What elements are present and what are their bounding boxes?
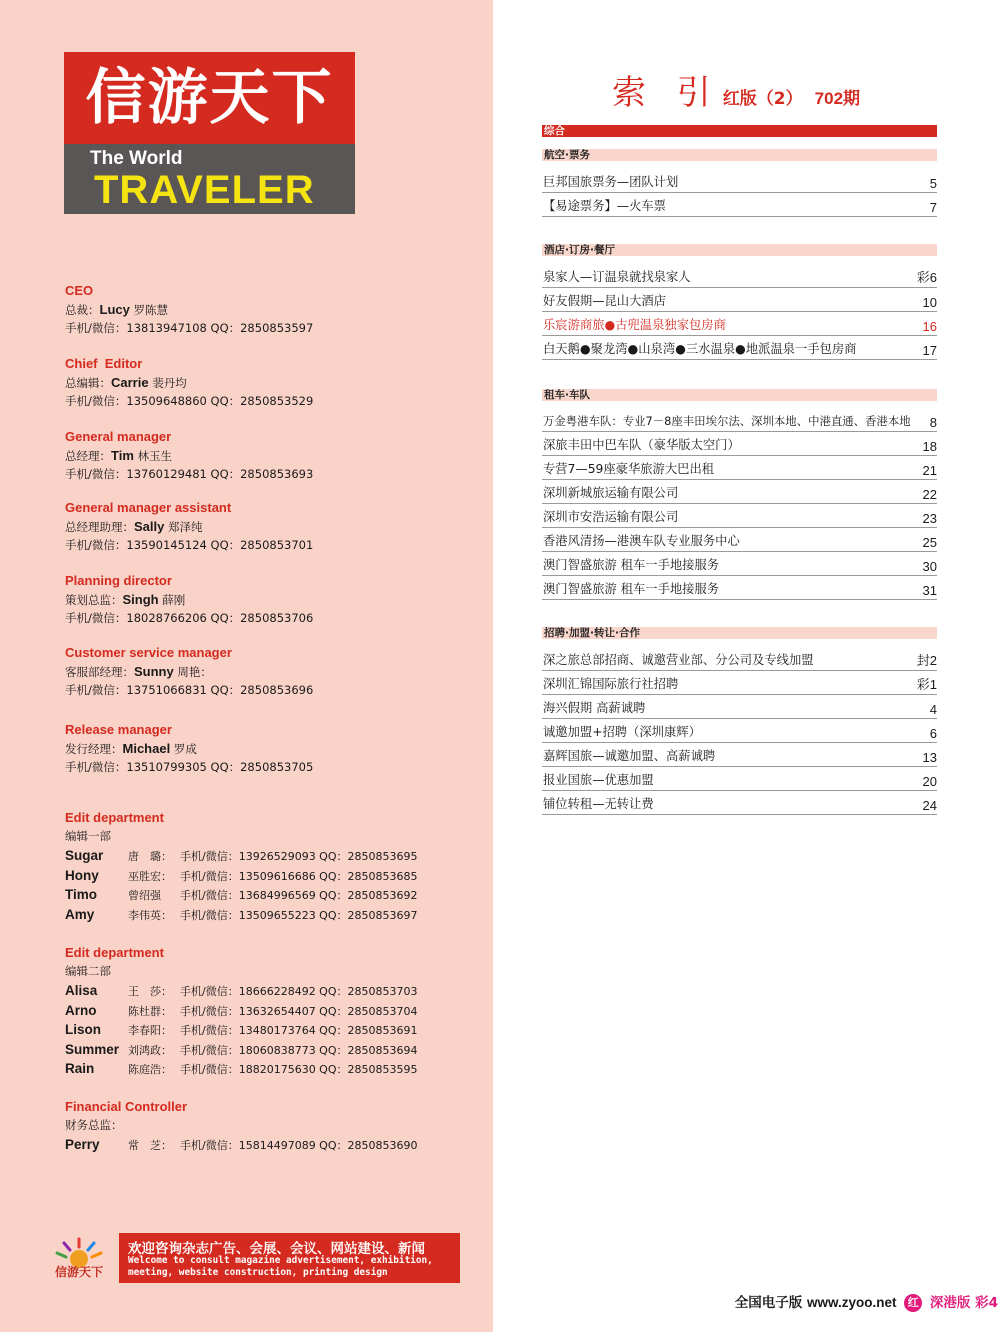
staff-name-line: 总裁：Lucy 罗陈慧 xyxy=(65,302,168,317)
member-row: Alisa 王 莎： 手机/微信：18666228492 QQ：2850853703 xyxy=(65,983,418,998)
issue-number: 702期 xyxy=(814,89,861,108)
staff-general-manager xyxy=(65,427,313,484)
index-title xyxy=(612,65,860,114)
logo-english-big: TRAVELER xyxy=(94,168,315,212)
role-title: CEO xyxy=(65,283,94,298)
staff-contact: 手机/微信：13509648860 QQ：2850853529 xyxy=(65,394,314,408)
footer-edition: 深港版 xyxy=(929,1295,971,1311)
index-row[interactable]: 报业国旅—优惠加盟 20 xyxy=(542,767,937,791)
index-row[interactable]: 嘉辉国旅—诚邀加盟、高薪诚聘 13 xyxy=(542,743,937,767)
department-sub: 财务总监： xyxy=(65,1118,123,1132)
member-row: Hony 巫胜宏： 手机/微信：13509616686 QQ：2850853685 xyxy=(65,867,418,883)
index-row[interactable]: 【易途票务】—火车票 7 xyxy=(542,193,937,217)
staff-contact: 手机/微信：13510799305 QQ：2850853705 xyxy=(65,760,314,774)
index-row-highlighted[interactable]: 乐宸游商旅●古兜温泉独家包房商 16 xyxy=(542,312,937,336)
hotel-list xyxy=(542,264,937,360)
index-row[interactable]: 澳门智盛旅游 租车一手地接服务 30 xyxy=(542,552,937,576)
role-title: General manager assistant xyxy=(65,500,232,515)
footer-label: 全国电子版 xyxy=(734,1295,803,1311)
member-row: Rain 陈庭浩： 手机/微信：18820175630 QQ：2850853595 xyxy=(65,1061,418,1076)
role-title: Chief Editor xyxy=(65,356,143,371)
staff-contact: 手机/微信：13590145124 QQ：2850853701 xyxy=(65,538,314,552)
member-row: Arno 陈杜群： 手机/微信：13632654407 QQ：2850853704 xyxy=(65,1002,418,1018)
edit-department-2 xyxy=(65,943,418,1079)
footer-page-number: 彩4 xyxy=(975,1295,998,1311)
category-air-tickets: 航空·票务 xyxy=(542,149,937,161)
staff-release-manager xyxy=(65,720,313,777)
banner-logo-text: 信游天下 xyxy=(54,1265,103,1279)
index-row[interactable]: 深之旅总部招商、诚邀营业部、分公司及专线加盟 封2 xyxy=(542,647,937,671)
logo-english-small: The World xyxy=(90,148,183,169)
index-row[interactable]: 专营7—59座豪华旅游大巴出租 21 xyxy=(542,456,937,480)
car-rental-list xyxy=(542,408,937,600)
category-general: 综合 xyxy=(542,125,937,137)
role-title: General manager xyxy=(65,429,172,444)
department-title: Edit department xyxy=(65,810,164,825)
staff-chief-editor xyxy=(65,354,313,411)
member-row: Timo 曾绍强 手机/微信：13684996569 QQ：2850853692 xyxy=(65,887,418,902)
staff-contact: 手机/微信：18028766206 QQ：2850853706 xyxy=(65,611,314,625)
staff-contact: 手机/微信：13760129481 QQ：2850853693 xyxy=(65,467,314,481)
staff-name-line: 总经理助理：Sally 郑泽纯 xyxy=(65,519,203,534)
page-footer xyxy=(735,1291,998,1312)
sun-logo-icon xyxy=(40,1233,118,1283)
role-title: Customer service manager xyxy=(65,645,232,660)
recruitment-list xyxy=(542,647,937,815)
index-row[interactable]: 深旅丰田中巴车队（豪华版太空门） 18 xyxy=(542,432,937,456)
edit-department-1 xyxy=(65,808,418,924)
magazine-logo xyxy=(64,52,355,214)
footer-url[interactable]: www.zyoo.net xyxy=(806,1295,897,1310)
index-row[interactable]: 深圳汇锦国际旅行社招聘 彩1 xyxy=(542,671,937,695)
banner-english: Welcome to consult magazine advertisement, exhibition, meeting, website construction, printing design xyxy=(128,1255,433,1278)
staff-ceo xyxy=(65,281,313,338)
staff-contact: 手机/微信：13813947108 QQ：2850853597 xyxy=(65,321,314,335)
staff-name-line: 总经理：Tim 林玉生 xyxy=(65,448,173,463)
index-heading: 索 引 xyxy=(612,73,721,113)
member-row: Amy 李伟英： 手机/微信：13509655223 QQ：2850853697 xyxy=(65,906,418,922)
red-edition-badge-icon: 红 xyxy=(904,1294,922,1312)
index-row[interactable]: 澳门智盛旅游 租车一手地接服务 31 xyxy=(542,576,937,600)
department-sub: 编辑一部 xyxy=(65,829,111,843)
category-car-rental: 租车·车队 xyxy=(542,389,937,401)
member-row: Perry 常 芝： 手机/微信：15814497089 QQ：2850853690 xyxy=(65,1137,418,1152)
category-hotel: 酒店·订房·餐厅 xyxy=(542,244,937,256)
logo-english-block xyxy=(64,144,355,214)
index-row[interactable]: 铺位转租—无转让费 24 xyxy=(542,791,937,815)
index-row[interactable]: 深圳新城旅运输有限公司 22 xyxy=(542,480,937,504)
member-row: Sugar 唐 璐： 手机/微信：13926529093 QQ：2850853695 xyxy=(65,848,418,863)
staff-gm-assistant xyxy=(65,498,313,555)
index-row[interactable]: 巨邦国旅票务—团队计划 5 xyxy=(542,169,937,193)
edition-label: 红版（2） xyxy=(722,89,803,109)
index-row[interactable]: 万金粤港车队：专业7－8座丰田埃尔法、深圳本地、中港直通、香港本地 8 xyxy=(542,408,937,432)
department-sub: 编辑二部 xyxy=(65,964,111,978)
department-title: Edit department xyxy=(65,945,164,960)
banner-chinese: 欢迎咨询杂志广告、会展、会议、网站建设、新闻 xyxy=(128,1241,425,1257)
air-ticket-list xyxy=(542,169,937,217)
role-title: Planning director xyxy=(65,573,172,588)
category-recruitment: 招聘·加盟·转让·合作 xyxy=(542,627,937,639)
logo-chinese-title: 信游天下 xyxy=(64,52,355,144)
staff-name-line: 总编辑：Carrie 裴丹均 xyxy=(65,375,187,390)
index-row[interactable]: 泉家人—订温泉就找泉家人 彩6 xyxy=(542,264,937,288)
staff-customer-service xyxy=(65,643,313,700)
index-row[interactable]: 深圳市安浩运输有限公司 23 xyxy=(542,504,937,528)
index-row[interactable]: 诚邀加盟+招聘（深圳康辉） 6 xyxy=(542,719,937,743)
index-row[interactable]: 香港风清扬—港澳车队专业服务中心 25 xyxy=(542,528,937,552)
staff-name-line: 发行经理：Michael 罗成 xyxy=(65,741,197,756)
advertising-banner xyxy=(119,1233,460,1283)
staff-contact: 手机/微信：13751066831 QQ：2850853696 xyxy=(65,683,314,697)
index-row[interactable]: 海兴假期 高薪诚聘 4 xyxy=(542,695,937,719)
member-row: Summer 刘鸿政： 手机/微信：18060838773 QQ：2850853694 xyxy=(65,1041,418,1057)
role-title: Release manager xyxy=(65,722,172,737)
member-row: Lison 李春阳： 手机/微信：13480173764 QQ：2850853691 xyxy=(65,1022,418,1037)
department-title: Financial Controller xyxy=(65,1099,188,1114)
financial-controller xyxy=(65,1097,418,1155)
staff-name-line: 策划总监：Singh 薛刚 xyxy=(65,592,186,607)
staff-planning-director xyxy=(65,571,313,628)
index-row[interactable]: 好友假期—昆山大酒店 10 xyxy=(542,288,937,312)
index-row[interactable]: 白天鹅●聚龙湾●山泉湾●三水温泉●地派温泉一手包房商 17 xyxy=(542,336,937,360)
staff-name-line: 客服部经理：Sunny 周艳： xyxy=(65,664,212,679)
